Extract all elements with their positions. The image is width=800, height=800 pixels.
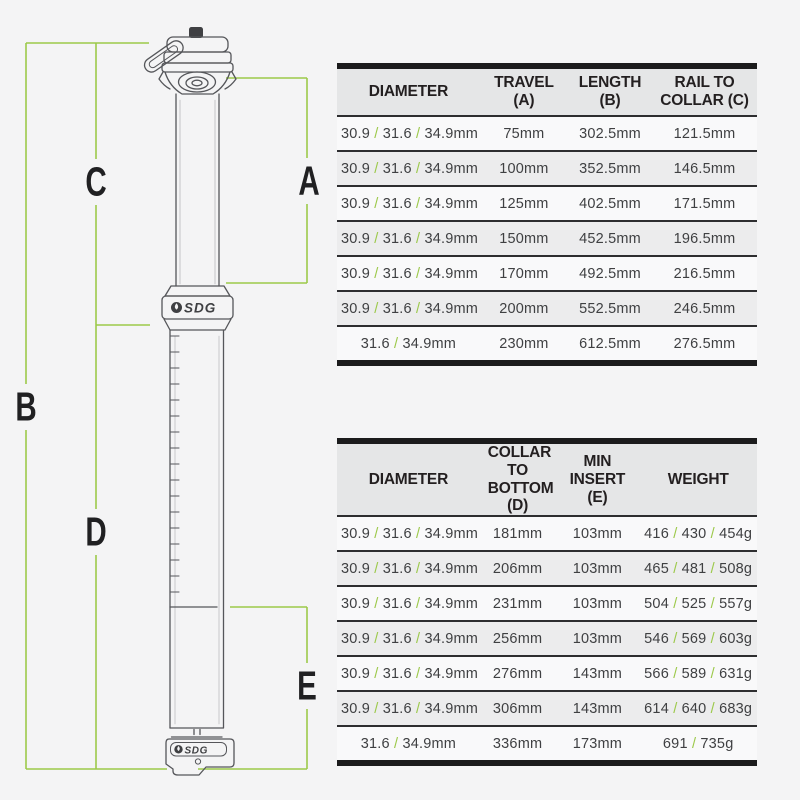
table-cell: 30.9 / 31.6 / 34.9mm bbox=[337, 621, 480, 656]
dimension-label-d: D bbox=[85, 508, 107, 555]
dimension-line-a bbox=[226, 78, 307, 283]
table-row bbox=[337, 691, 757, 726]
dimension-line-e bbox=[198, 607, 307, 769]
column-header: COLLAR TO BOTTOM (D) bbox=[480, 441, 556, 516]
column-header: WEIGHT bbox=[639, 441, 757, 516]
dimension-lines bbox=[26, 43, 307, 769]
barrel-nut-inner bbox=[192, 80, 202, 86]
upper-tube bbox=[176, 94, 219, 286]
table-row bbox=[337, 516, 757, 551]
seatpost-diagram-area bbox=[0, 0, 335, 800]
table-cell: 402.5mm bbox=[568, 186, 652, 221]
table-cell: 256mm bbox=[480, 621, 556, 656]
table-cell: 614 / 640 / 683g bbox=[639, 691, 757, 726]
table-cell: 150mm bbox=[480, 221, 568, 256]
table-cell: 30.9 / 31.6 / 34.9mm bbox=[337, 691, 480, 726]
table-cell: 504 / 525 / 557g bbox=[639, 586, 757, 621]
table-header-row bbox=[337, 66, 757, 116]
table-row bbox=[337, 586, 757, 621]
table-cell: 612.5mm bbox=[579, 335, 641, 352]
dimension-label-e: E bbox=[297, 662, 317, 709]
table-cell: 30.9 / 31.6 / 34.9mm bbox=[337, 151, 480, 186]
table-cell: 492.5mm bbox=[568, 256, 652, 291]
table-cell: 30.9 / 31.6 / 34.9mm bbox=[337, 516, 480, 551]
table-cell: 30.9 / 31.6 / 34.9mm bbox=[337, 221, 480, 256]
column-header: LENGTH (B) bbox=[568, 66, 652, 116]
table-cell: 302.5mm bbox=[568, 116, 652, 151]
table-cell: 31.6 / 34.9mm bbox=[360, 335, 457, 352]
table-row bbox=[337, 551, 757, 586]
table-header-row bbox=[337, 441, 757, 516]
table-cell: 416 / 430 / 454g bbox=[639, 516, 757, 551]
table-cell: 143mm bbox=[555, 691, 639, 726]
table-cell: 171.5mm bbox=[652, 186, 757, 221]
column-header: DIAMETER bbox=[337, 66, 480, 116]
actuator-cable-hole bbox=[195, 759, 200, 764]
collar-bottom-band bbox=[164, 319, 231, 330]
collar-top-band bbox=[165, 286, 230, 296]
table-cell: 30.9 / 31.6 / 34.9mm bbox=[337, 116, 480, 151]
table-row bbox=[337, 291, 757, 326]
lower-tube bbox=[170, 330, 224, 728]
table-row bbox=[337, 621, 757, 656]
table-cell: 75mm bbox=[480, 116, 568, 151]
clamp-low-plate bbox=[162, 63, 233, 72]
table-row bbox=[337, 186, 757, 221]
table-cell: 103mm bbox=[555, 621, 639, 656]
clamp-top-plate bbox=[167, 37, 228, 52]
travel-length-table bbox=[337, 63, 757, 366]
table-cell: 566 / 589 / 631g bbox=[639, 656, 757, 691]
table-row bbox=[337, 116, 757, 151]
table-cell: 465 / 481 / 508g bbox=[639, 551, 757, 586]
seatpost-outline bbox=[142, 27, 236, 775]
table-cell: 552.5mm bbox=[568, 291, 652, 326]
table-cell: 30.9 / 31.6 / 34.9mm bbox=[337, 256, 480, 291]
table-cell: 30.9 / 31.6 / 34.9mm bbox=[337, 551, 480, 586]
bottom-seal-band bbox=[170, 728, 223, 737]
table-cell: 30.9 / 31.6 / 34.9mm bbox=[337, 656, 480, 691]
table-cell: 125mm bbox=[480, 186, 568, 221]
table-cell: 100mm bbox=[480, 151, 568, 186]
table-cell: 31.6 / 34.9mm bbox=[360, 735, 457, 752]
table-cell: 276.5mm bbox=[673, 335, 736, 352]
table-cell: 336mm bbox=[492, 735, 543, 752]
table-cell: 103mm bbox=[555, 516, 639, 551]
table-row bbox=[337, 221, 757, 256]
table-cell: 452.5mm bbox=[568, 221, 652, 256]
table-cell: 276mm bbox=[480, 656, 556, 691]
table-cell: 230mm bbox=[499, 335, 549, 352]
collar-logo-text: SDG bbox=[184, 300, 217, 316]
table-cell: 30.9 / 31.6 / 34.9mm bbox=[337, 291, 480, 326]
dimension-label-c: C bbox=[85, 158, 107, 205]
table-cell: 30.9 / 31.6 / 34.9mm bbox=[337, 186, 480, 221]
table-cell: 691 / 735g bbox=[662, 735, 734, 752]
table-cell: 143mm bbox=[555, 656, 639, 691]
column-header: RAIL TO COLLAR (C) bbox=[652, 66, 757, 116]
dimension-label-b: B bbox=[15, 383, 37, 430]
table-cell: 146.5mm bbox=[652, 151, 757, 186]
barrel-nut-mid bbox=[186, 77, 208, 89]
table-cell: 103mm bbox=[555, 551, 639, 586]
table-row bbox=[337, 326, 757, 363]
table-cell: 30.9 / 31.6 / 34.9mm bbox=[337, 586, 480, 621]
table-row bbox=[337, 656, 757, 691]
table-cell: 200mm bbox=[480, 291, 568, 326]
table-cell: 216.5mm bbox=[652, 256, 757, 291]
table-cell: 121.5mm bbox=[652, 116, 757, 151]
depth-gauge-ticks bbox=[170, 336, 179, 592]
table-cell: 206mm bbox=[480, 551, 556, 586]
table-cell: 173mm bbox=[572, 735, 623, 752]
collar-logo bbox=[171, 301, 216, 316]
table-cell: 306mm bbox=[480, 691, 556, 726]
actuator-logo-text: SDG bbox=[184, 745, 208, 757]
dimension-label-a: A bbox=[298, 157, 320, 204]
table-cell: 196.5mm bbox=[652, 221, 757, 256]
table-row bbox=[337, 151, 757, 186]
column-header: DIAMETER bbox=[337, 441, 480, 516]
seatpost-illustration bbox=[0, 0, 335, 800]
table-cell: 181mm bbox=[480, 516, 556, 551]
table-cell: 231mm bbox=[480, 586, 556, 621]
table-cell: 546 / 569 / 603g bbox=[639, 621, 757, 656]
table-cell: 170mm bbox=[480, 256, 568, 291]
table-cell: 352.5mm bbox=[568, 151, 652, 186]
insert-weight-table bbox=[337, 438, 757, 766]
table-row bbox=[337, 256, 757, 291]
table-row bbox=[337, 726, 757, 763]
column-header: MIN INSERT (E) bbox=[555, 441, 639, 516]
column-header: TRAVEL (A) bbox=[480, 66, 568, 116]
table-cell: 103mm bbox=[555, 586, 639, 621]
table-cell: 246.5mm bbox=[652, 291, 757, 326]
actuator-logo bbox=[171, 743, 227, 765]
head-cone bbox=[165, 72, 230, 94]
